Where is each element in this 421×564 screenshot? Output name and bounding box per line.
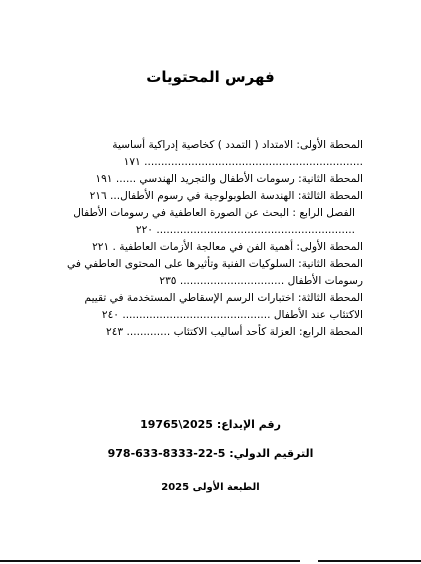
toc-entry-text: المحطة الثالثة: اختبارات الرسم الإسقاطي المستخدمة في تقييم الاكتئاب عند الأطفال ............................................ ٢٤٠ xyxy=(84,292,363,321)
isbn-label: الترقيم الدولي: xyxy=(229,447,314,460)
toc-entry-text: المحطة الأولى: الامتداد ( التمدد ) كخاصية إدراكية أساسية ................................................................. ١٧١ xyxy=(112,139,363,168)
toc-entry-text: المحطة الثانية: السلوكيات الفنية وتأثيرها على المحتوى العاطفي في رسومات الأطفال ............................... ٢٣٥ xyxy=(67,258,363,287)
deposit-label: رقم الإيداع: xyxy=(216,418,281,431)
bottom-rule-left xyxy=(0,560,300,562)
toc-entry xyxy=(58,290,363,324)
toc-entry xyxy=(58,137,363,171)
toc-entry-text: الفصل الرابع : البحث عن الصورة العاطفية في رسومات الأطفال ........................................................... ٢٢٠ xyxy=(73,207,355,236)
deposit-value: 19765\2025 xyxy=(140,418,213,431)
toc-entry-text: المحطة الأولى: أهمية الفن في معالجة الأزمات العاطفية . ٢٢١ xyxy=(92,241,363,253)
toc-entry-text: المحطة الثانية: رسومات الأطفال والتجريد الهندسي ...... ١٩١ xyxy=(95,173,363,185)
toc-entry-text: المحطة الرابع: العزلة كأحد أساليب الاكتئاب ............. ٢٤٣ xyxy=(106,326,363,338)
isbn-number xyxy=(0,447,421,460)
toc-entry xyxy=(58,324,363,341)
toc-entry xyxy=(58,239,363,256)
toc-entry xyxy=(58,171,363,188)
toc-entry xyxy=(58,188,363,205)
toc-entry-text: المحطة الثالثة: الهندسة الطوبولوجية في رسوم الأطفال... ٢١٦ xyxy=(89,190,363,202)
page-title: فهرس المحتويات xyxy=(146,68,275,86)
bottom-rule-right xyxy=(318,560,421,562)
edition-line: الطبعة الأولى 2025 xyxy=(161,482,260,493)
toc-entry xyxy=(58,256,363,290)
deposit-number xyxy=(0,418,421,431)
toc-chapter-entry xyxy=(58,205,363,239)
isbn-value: 978-633-8333-22-5 xyxy=(107,447,226,460)
table-of-contents xyxy=(58,137,363,341)
